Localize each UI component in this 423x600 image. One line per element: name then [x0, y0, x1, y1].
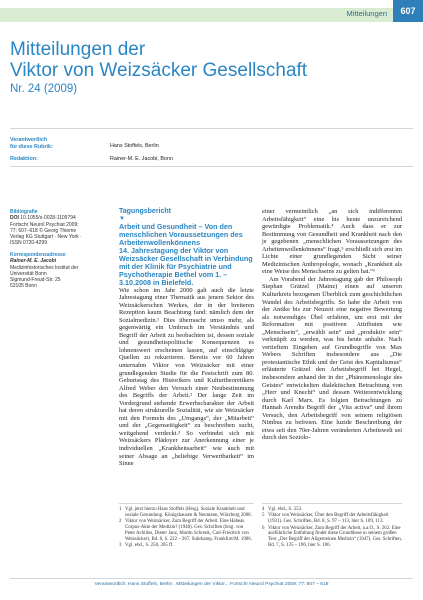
top-header: [0, 0, 423, 26]
footnote: 4 Vgl. ebd., S. 253.: [262, 507, 303, 512]
responsible-label-line-2: für diese Rubrik:: [10, 143, 53, 150]
bib-line: Fortschr Neurol Psychiat 2009;: [10, 221, 79, 228]
contact-block: [10, 252, 110, 290]
contact-header: Korrespondenzadresse: [10, 252, 66, 258]
divider-meta: [10, 166, 413, 167]
page-title: [10, 39, 410, 81]
footnote: 3 Vgl. ebd., S. 250, 265 ff.: [119, 542, 174, 548]
title-line-2: Viktor von Weizsäcker Gesellschaft: [10, 60, 308, 81]
bibliography-header: Bibliografie: [10, 209, 38, 215]
bib-line: Verlag KG Stuttgart · New York ·: [10, 234, 82, 241]
body-paragraph: Am Vorabend der Jahrestagung gab der Philosoph Stephan Grätzel (Mainz) einen auf unseren Kulturkreis bezogenen Überblick zum geschichtlichen Wandel des Arbeitsbegriffs. So habe die Arbeit von der Antike bis zur Neuzeit eine negative Bewertung als notwendiges Übel erfahren, um erst mit der Reformation mit positiven Attributen wie „Menschsein“, „erwählt sein“ und „produktiv sein“ verknüpft zu werden, was bis heute anhalte. Nach vertieftem Eingehen auf Grundbegriffe von Max Webers Schriften insbesondere aus „Die protestantische Ethik und der Geist des Kapitalismus“ erläuterte Grätzel den Arbeitsbegriff bei Hegel, insbesondere anhand der in der „Phänomenologie des Geistes“ entwickelten dialektischen Betrachtung von „Herr und Knecht“ und dessen Weiterentwicklung durch Karl Marx. Es folgten Betrachtungen zu Hannah Arendts Begriff der „Vita activa“ und ihrem Versuch, den Arbeitsbegriff von seinem religiösen Nimbus zu befreien. Eine luzide Beschreibung der etwa seit den 70er-Jahren veränderten Arbeitswelt sei durch den Soziolo-: [262, 275, 402, 442]
issue-number: Nr. 24 (2009): [10, 83, 78, 95]
article-column-2: [262, 208, 402, 442]
article-tag: Tagungsbericht: [119, 208, 171, 215]
responsible-label-line-1: Verantwortlich: [10, 137, 48, 143]
contact-line: Universität Bonn: [10, 270, 47, 277]
body-paragraph: einer vermeintlich „an sich indifferenten Arbeitsfähigkeit“ eine bis heute unzureichend gewürdigte Problematik.⁴ Auch dass er zur Bestimmung von Gesundheit und Krankheit nach den je gegebenen „menschlichen Voraussetzungen des Arbeitenwollenkönnens“ fragt,⁵ erschließt sich erst im Lichte einer grundlegenden Sicht seiner Medizinischen Anthropologie, wonach „Krankheit als eine Weise des Menschseins zu gelten hat.“⁶: [262, 208, 402, 276]
footer-divider: [10, 578, 413, 579]
footnote-divider-right: [262, 503, 402, 504]
contact-line: 53105 Bonn: [10, 283, 37, 290]
footnote: 1 Vgl. jetzt hierzu Hans Stoffels (Hrsg), Soziale Krankheit und soziale Gesundung. Königshausen & Neumann, Würzburg 2008.: [119, 507, 252, 518]
footnote: 2 Viktor von Weizsäcker, Zum Begriff der Arbeit. Eine Habeas Corpus-Akte der Medizin? (1948). Ges. Schriften (hrsg. von Peter Achilles, Dieter Janz, Martin Schrenk, Carl-Friedrich von Weizsäcker), Bd. 8, S. 222 – 267. Suhrkamp, Frankfurt/M. 1986.: [119, 519, 252, 542]
footnotes-left: [119, 507, 254, 549]
divider-top: [10, 128, 413, 129]
triangle-icon: ▼: [119, 215, 125, 222]
page-footer: Verantwortlich: Hans Stoffels, Berlin . Mitteilungen der Viktor... Fortschr Neurol Psychiat 2009; 77: 607 – 618: [94, 582, 329, 587]
bib-line: 77: 607–618 © Georg Thieme: [10, 227, 77, 234]
contact-line: Sigmund-Freud-Str. 25: [10, 277, 61, 284]
bib-line: ISSN 0720-4299: [10, 240, 47, 247]
editorial-label: Redaktion:: [10, 156, 38, 162]
article-headline: Arbeit und Gesundheit – Von den menschlichen Voraussetzungen des Arbeitenwollenkönnens: [119, 221, 243, 247]
bibliography-block: [10, 209, 110, 247]
footnote: 6 Viktor von Weizsäcker, Zum Begriff der Arbeit, a.a.O., S. 262. Eine ausführliche Entfaltung findet diese Grundthese in seinem großen Text „Der Begriff der Allgemeinen Medizin“ (1947). Ges. Schriften, Bd. 7, S. 135 – 196, hier S. 186.: [262, 525, 402, 548]
responsible-value: Hans Stoffels, Berlin: [110, 143, 159, 149]
article-column-1: [119, 208, 254, 468]
article-subheadline: 14. Jahrestagung der Viktor von Weizsäcker Gesellschaft in Verbindung mit der Klinik für Psychiatrie und Psychotherapie Bethel vom 1. – 3.10.2008 in Bielefeld.: [119, 245, 253, 287]
body-paragraph: Wie schon im Jahr 2000 galt auch die letzte Jahrestagung einer Thematik aus jenem Sektor des Weizsäckerschen Werkes, der in der breiteren Rezeption kaum Beachtung fand: nämlich dem der Sozialmedizin.¹ Dies überrascht umso mehr, als gegenwärtig ein Umbruch im Verständnis und Begriff der Arbeit zu beobachten ist, dessen soziale und gesundheitspolitische Konsequenzen es lohnenswert erscheinen lassen, auf einschlägige Quellen zu rekurrieren. Bereits vor 60 Jahren unternahm Viktor von Weizsäcker mit einer grundlegenden Studie für die Festschrift zum 80. Geburtstag des Historikers und Kulturtheoretikers Alfred Weber den Versuch einer Neubestimmung des Begriffs der Arbeit.² Der lange Zeit im Vordergrund stehende Erwerbscharakter der Arbeit hat deren strukturelle Sozialität, wie sie Weizsäcker mit den Formeln des „Umgangs“, der „Mitarbeit“ und der „Gegenseitigkeit“ zu beschreiben sucht, weitgehend verdeckt.³ So verbindet sich mit Weizsäckers Plädoyer zur Anerkennung einer je individuellen „Krankheitsarbeit“ wie auch mit seiner Absage an „beliebige Verwertbarkeit“ im Sinne: [119, 286, 254, 468]
contact-name: Rainer-M. E. Jacobi: [10, 258, 57, 265]
contact-line: Medizinhistorisches Institut der: [10, 264, 79, 271]
doi-line: DOI 10.1055/s-0028-1109794: [10, 215, 76, 222]
title-line-1: Mitteilungen der: [10, 39, 146, 60]
footnote-divider-left: [119, 503, 254, 504]
responsible-label: [10, 137, 53, 150]
page-number: 607: [393, 0, 423, 22]
doi-value: 10.1055/s-0028-1109794: [20, 215, 76, 222]
footnotes-right: [262, 507, 402, 549]
footnote: 5 Viktor von Weizsäcker, Über den Begriff der Arbeitsfähigkeit (1931). Ges. Schriften, Bd. 8, S. 97 – 113, hier S. 109, 113.: [262, 513, 389, 525]
editorial-value: Rainer-M. E. Jacobi, Bonn: [110, 156, 173, 162]
section-label: Mitteilungen: [346, 9, 387, 18]
